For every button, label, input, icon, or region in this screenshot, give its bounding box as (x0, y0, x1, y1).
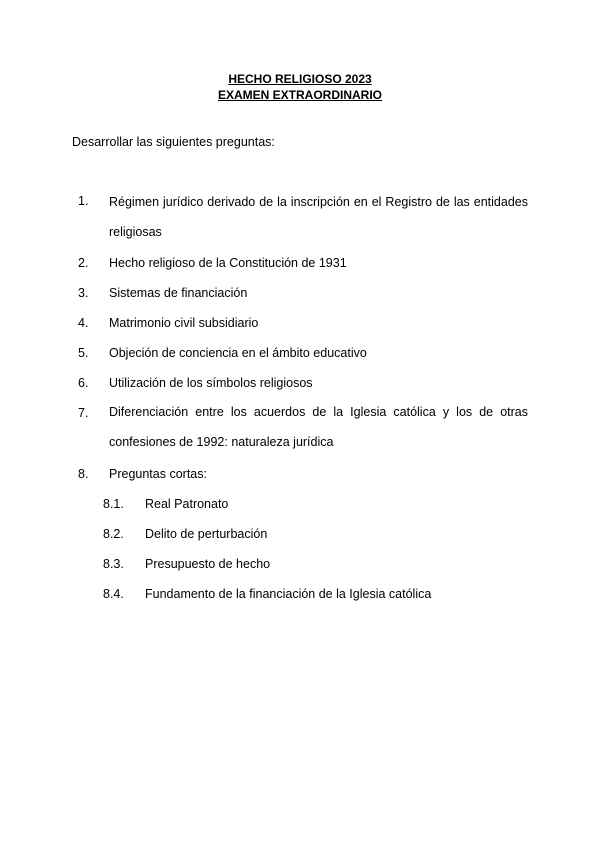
short-question-number: 8.1. (103, 497, 124, 511)
question-number: 3. (78, 286, 89, 300)
short-question-text: Real Patronato (145, 497, 229, 511)
question-number: 6. (78, 376, 89, 390)
question-number: 8. (78, 467, 89, 481)
question-text: Objeción de conciencia en el ámbito educativo (109, 346, 367, 360)
question-text: Matrimonio civil subsidiario (109, 316, 259, 330)
question-number: 7. (78, 406, 89, 420)
short-question-number: 8.4. (103, 587, 124, 601)
short-question-text: Delito de perturbación (145, 527, 268, 541)
short-question-text: Fundamento de la financiación de la Iglesia católica (145, 587, 432, 601)
question-text: Diferenciación entre los acuerdos de la Iglesia católica y los de otras confesiones de 1992: naturaleza jurídica (109, 405, 528, 449)
short-question-text: Presupuesto de hecho (145, 557, 271, 571)
question-number: 5. (78, 346, 89, 360)
question-number: 4. (78, 316, 89, 330)
question-text: Preguntas cortas: (109, 467, 207, 481)
document-subtitle: EXAMEN EXTRAORDINARIO (217, 88, 382, 102)
question-number: 2. (78, 256, 89, 270)
document-title: HECHO RELIGIOSO 2023 (228, 72, 372, 86)
short-question-number: 8.3. (103, 557, 124, 571)
question-text: Utilización de los símbolos religiosos (109, 376, 313, 390)
instructions-text: Desarrollar las siguientes preguntas: (72, 135, 275, 149)
question-number: 1. (78, 194, 89, 208)
short-question-number: 8.2. (103, 527, 124, 541)
question-text: Régimen jurídico derivado de la inscripción en el Registro de las entidades religiosas (109, 195, 528, 239)
question-text: Sistemas de financiación (109, 286, 248, 300)
question-text: Hecho religioso de la Constitución de 1931 (109, 256, 347, 270)
